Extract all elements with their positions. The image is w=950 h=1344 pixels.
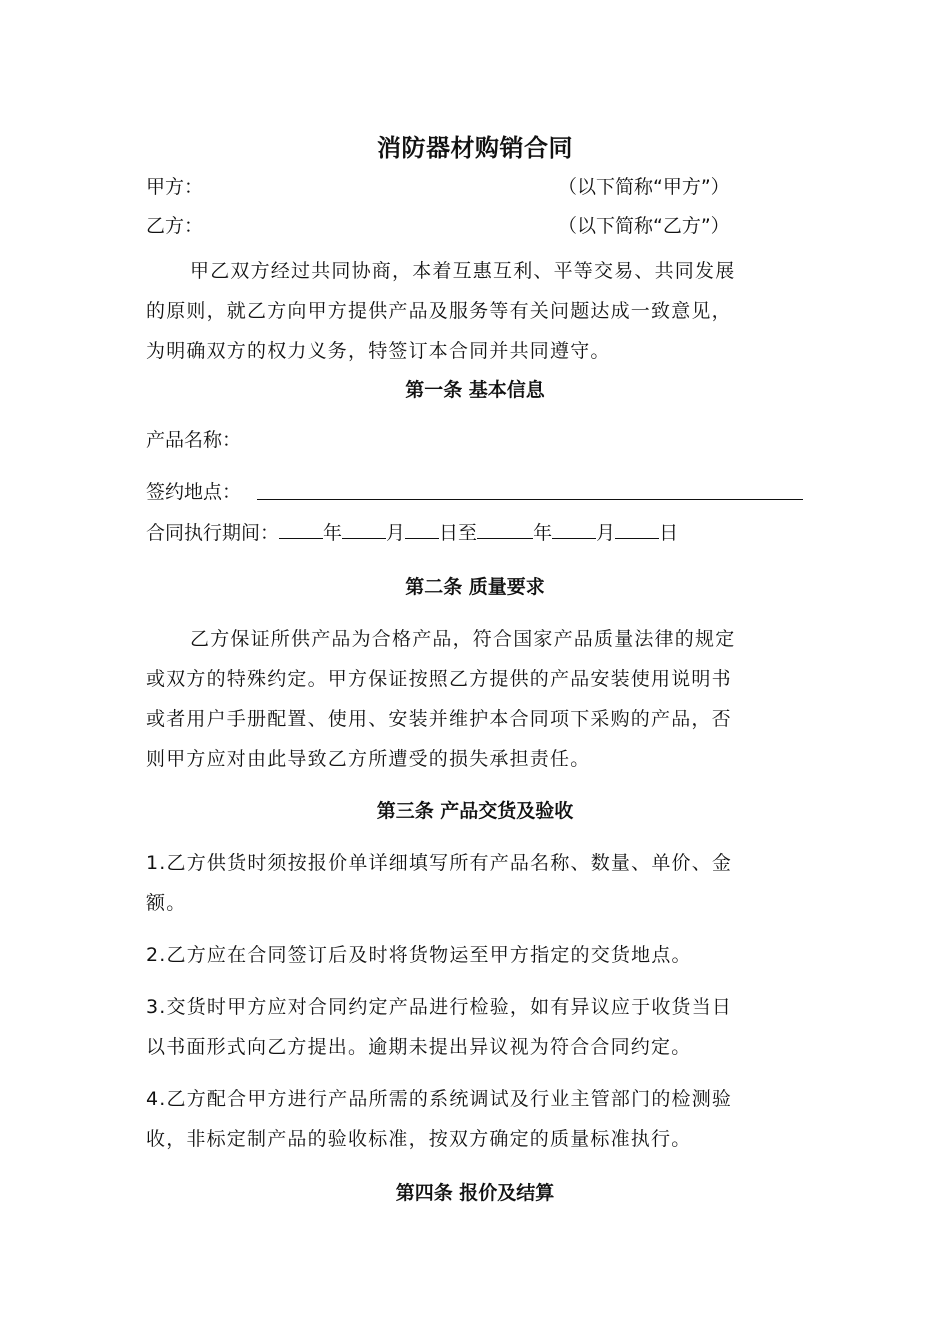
start-day-blank: [405, 520, 439, 539]
article3-item1-line-1: 1.乙方供货时须按报价单详细填写所有产品名称、数量、单价、金: [146, 852, 733, 874]
article2-line-2: 或双方的特殊约定。甲方保证按照乙方提供的产品安装使用说明书: [146, 668, 732, 690]
party-a-alias: （以下简称“甲方”）: [558, 176, 730, 198]
article3-item3-line-1: 3.交货时甲方应对合同约定产品进行检验，如有异议应于收货当日: [146, 996, 733, 1018]
article2-line-4: 则甲方应对由此导致乙方所遭受的损失承担责任。: [146, 748, 591, 770]
article3-item2-line-1: 2.乙方应在合同签订后及时将货物运至甲方指定的交货地点。: [146, 944, 692, 966]
article1-heading: 第一条 基本信息: [405, 379, 545, 401]
article2-heading: 第二条 质量要求: [405, 576, 545, 598]
end-month-unit: 月: [596, 522, 616, 544]
intro-line-1: 甲乙双方经过共同协商，本着互惠互利、平等交易、共同发展: [190, 260, 736, 282]
contract-title: 消防器材购销合同: [377, 134, 573, 162]
sign-place-label: 签约地点：: [146, 481, 242, 503]
article3-item1-line-2: 额。: [146, 892, 187, 914]
end-day-blank: [615, 520, 659, 539]
start-month-blank: [342, 520, 386, 539]
end-month-blank: [552, 520, 596, 539]
article2-line-3: 或者用户手册配置、使用、安装并维护本合同项下采购的产品，否: [146, 708, 732, 730]
end-year-blank: [477, 520, 533, 539]
intro-line-3: 为明确双方的权力义务，特签订本合同并共同遵守。: [146, 340, 611, 362]
start-year-blank: [279, 520, 323, 539]
article3-item4-line-2: 收，非标定制产品的验收标准，按双方确定的质量标准执行。: [146, 1128, 692, 1150]
article3-item4-line-1: 4.乙方配合甲方进行产品所需的系统调试及行业主管部门的检测验: [146, 1088, 733, 1110]
sign-place-blank: [257, 499, 803, 500]
intro-line-2: 的原则，就乙方向甲方提供产品及服务等有关问题达成一致意见，: [146, 300, 732, 322]
article2-line-1: 乙方保证所供产品为合格产品，符合国家产品质量法律的规定: [190, 628, 736, 650]
party-b-label: 乙方：: [146, 215, 204, 237]
start-day-unit: 日至: [439, 522, 478, 544]
article3-item3-line-2: 以书面形式向乙方提出。逾期未提出异议视为符合合同约定。: [146, 1036, 692, 1058]
party-a-label: 甲方：: [146, 176, 204, 198]
end-day-unit: 日: [659, 522, 679, 544]
party-b-alias: （以下简称“乙方”）: [558, 215, 730, 237]
start-year-unit: 年: [323, 522, 343, 544]
start-month-unit: 月: [386, 522, 406, 544]
period-label: 合同执行期间：: [146, 522, 280, 544]
product-name-label: 产品名称：: [146, 429, 242, 451]
article3-heading: 第三条 产品交货及验收: [376, 800, 574, 822]
end-year-unit: 年: [533, 522, 553, 544]
contract-period-row: [146, 520, 678, 545]
article4-heading: 第四条 报价及结算: [395, 1182, 555, 1204]
